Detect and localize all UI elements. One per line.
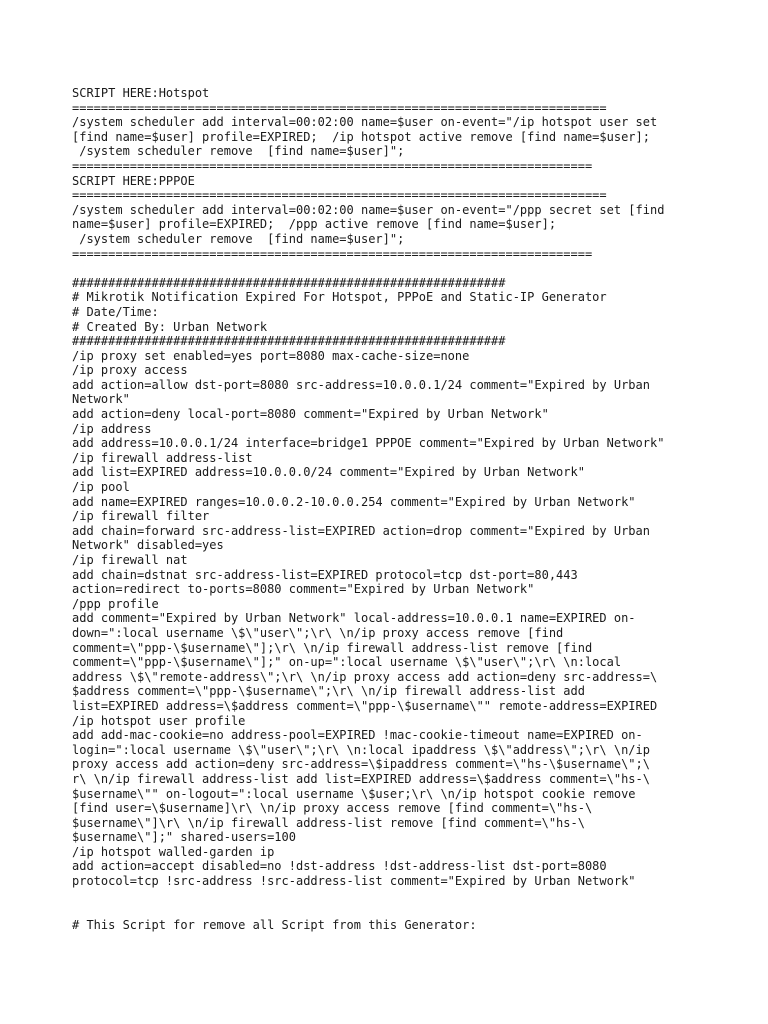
script-line: add action=allow dst-port=8080 src-address=10.0.0.1/24 comment="Expired by Urban xyxy=(72,377,650,392)
script-line: r\ \n/ip firewall address-list add list=EXPIRED address=\$address comment=\"hs-\ xyxy=(72,771,650,786)
script-line: $username\"" on-logout=":local username \$user;\r\ \n/ip hotspot cookie remove xyxy=(72,786,636,801)
script-line: add list=EXPIRED address=10.0.0.0/24 comment="Expired by Urban Network" xyxy=(72,465,585,480)
script-line: /system scheduler add interval=00:02:00 name=$user on-event="/ip hotspot user set xyxy=(72,115,658,130)
script-line: add chain=forward src-address-list=EXPIRED action=drop comment="Expired by Urban xyxy=(72,523,650,538)
script-line: /ip hotspot walled-garden ip xyxy=(72,844,275,859)
script-line: # Created By: Urban Network xyxy=(72,319,268,334)
script-line: proxy access add action=deny src-address=\$ipaddress comment=\"hs-\$username\";\ xyxy=(72,757,650,772)
script-line: # Date/Time: xyxy=(72,304,159,319)
script-line: # This Script for remove all Script from this Generator: xyxy=(72,917,477,932)
script-line: /ip proxy access xyxy=(72,363,188,378)
script-line: action=redirect to-ports=8080 comment="Expired by Urban Network" xyxy=(72,582,535,597)
script-line: /ip firewall address-list xyxy=(72,450,253,465)
script-line xyxy=(72,261,712,276)
script-line: /system scheduler remove [find name=$user]"; xyxy=(72,231,405,246)
script-line: SCRIPT HERE:PPPOE xyxy=(72,173,195,188)
script-line: add chain=dstnat src-address-list=EXPIRED protocol=tcp dst-port=80,443 xyxy=(72,567,578,582)
script-line: protocol=tcp !src-address !src-address-list comment="Expired by Urban Network" xyxy=(72,874,636,889)
script-line: ======================================================================== xyxy=(72,158,593,173)
script-line: ############################################################ xyxy=(72,334,506,349)
script-line: login=":local username \$\"user\";\r\ \n:local ipaddress \$\"address\";\r\ \n/ip xyxy=(72,742,650,757)
script-line: down=":local username \$\"user\";\r\ \n/ip proxy access remove [find xyxy=(72,625,564,640)
script-line: address \$\"remote-address\";\r\ \n/ip proxy access add action=deny src-address=\ xyxy=(72,669,658,684)
script-line: ========================================================================== xyxy=(72,100,607,115)
script-line: add action=deny local-port=8080 comment="Expired by Urban Network" xyxy=(72,407,549,422)
script-line: SCRIPT HERE:Hotspot xyxy=(72,86,210,100)
script-line: /ip firewall nat xyxy=(72,553,188,567)
script-line: ############################################################ xyxy=(72,275,506,290)
script-document xyxy=(72,86,712,932)
script-line: [find user=\$username]\r\ \n/ip proxy access remove [find comment=\"hs-\ xyxy=(72,801,593,816)
script-line: add add-mac-cookie=no address-pool=EXPIRED !mac-cookie-timeout name=EXPIRED on- xyxy=(72,728,643,743)
script-line: /ppp profile xyxy=(72,596,159,611)
script-line: /ip address xyxy=(72,421,152,436)
script-line: Network" xyxy=(72,392,130,407)
script-line: /ip pool xyxy=(72,480,130,495)
script-line: add comment="Expired by Urban Network" local-address=10.0.0.1 name=EXPIRED on- xyxy=(72,611,636,626)
script-line xyxy=(72,903,712,918)
script-line: list=EXPIRED address=\$address comment=\"ppp-\$username\"" remote-address=EXPIRED xyxy=(72,698,658,713)
script-line: comment=\"ppp-\$username\"];\r\ \n/ip firewall address-list remove [find xyxy=(72,640,593,655)
script-line: add action=accept disabled=no !dst-address !dst-address-list dst-port=8080 xyxy=(72,859,607,874)
script-line: [find name=$user] profile=EXPIRED; /ip hotspot active remove [find name=$user]; xyxy=(72,129,650,144)
script-line: $username\"];" shared-users=100 xyxy=(72,830,296,845)
script-line: name=$user] profile=EXPIRED; /ppp active remove [find name=$user]; xyxy=(72,217,557,232)
script-line: comment=\"ppp-\$username\"];" on-up=":local username \$\"user\";\r\ \n:local xyxy=(72,655,622,670)
script-line: $address comment=\"ppp-\$username\";\r\ \n/ip firewall address-list add xyxy=(72,684,585,699)
script-line: $username\"]\r\ \n/ip firewall address-list remove [find comment=\"hs-\ xyxy=(72,815,585,830)
script-line: # Mikrotik Notification Expired For Hotspot, PPPoE and Static-IP Generator xyxy=(72,290,607,305)
script-line: ========================================================================== xyxy=(72,188,607,203)
script-line: /system scheduler remove [find name=$user]"; xyxy=(72,144,405,159)
script-line: /system scheduler add interval=00:02:00 name=$user on-event="/ppp secret set [find xyxy=(72,202,665,217)
script-line: ======================================================================== xyxy=(72,246,593,261)
script-line: /ip hotspot user profile xyxy=(72,713,246,728)
script-line: /ip proxy set enabled=yes port=8080 max-cache-size=none xyxy=(72,348,470,363)
script-line: add address=10.0.0.1/24 interface=bridge1 PPPOE comment="Expired by Urban Network" xyxy=(72,436,665,451)
script-line: Network" disabled=yes xyxy=(72,538,224,553)
script-line: /ip firewall filter xyxy=(72,509,210,524)
script-line xyxy=(72,889,712,904)
script-line: add name=EXPIRED ranges=10.0.0.2-10.0.0.254 comment="Expired by Urban Network" xyxy=(72,494,636,509)
